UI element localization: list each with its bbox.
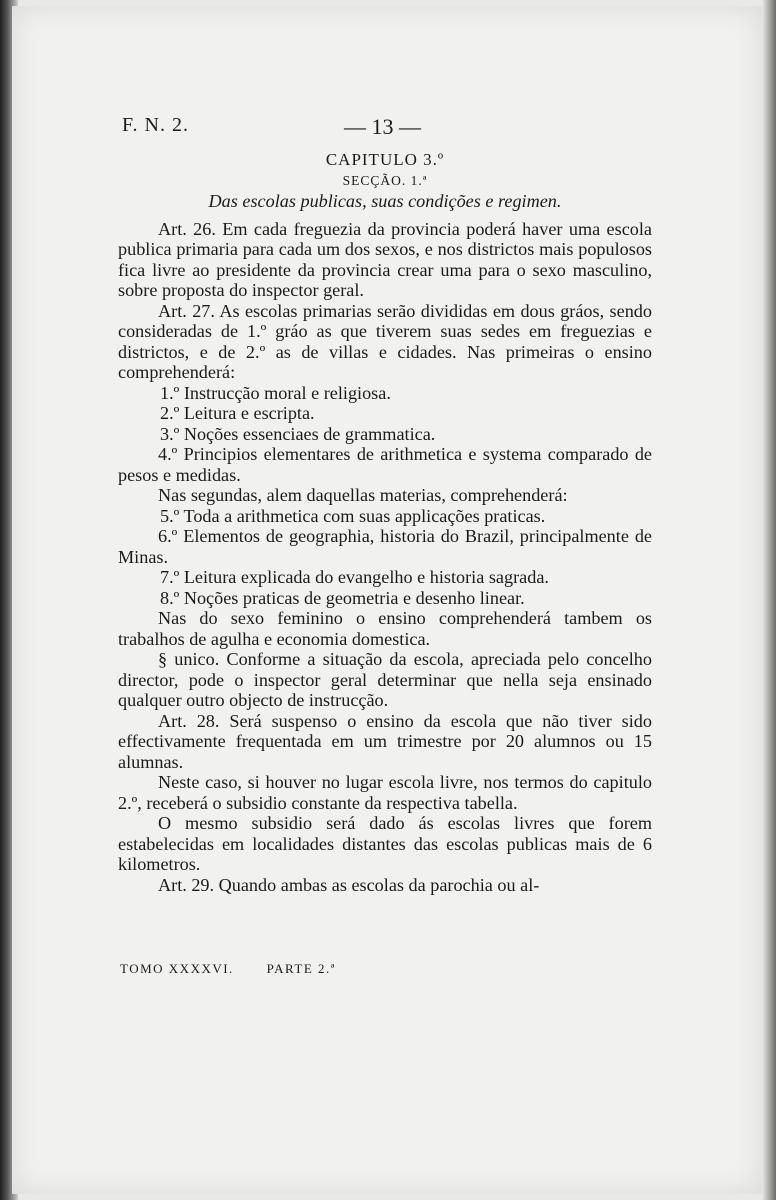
section-heading: Das escolas publicas, suas condições e regimen. <box>208 191 562 211</box>
paragraph: Art. 28. Será suspenso o ensino da escola que não tiver sido effectivamente frequentada em um trimestre por 20 alumnos ou 15 alumnas. <box>118 710 652 772</box>
list-item: 4.º Principios elementares de arithmetica e systema comparado de pesos e medidas. <box>118 444 652 485</box>
list-item: 5.º Toda a arithmetica com suas applicações praticas. <box>160 505 546 526</box>
list-item: 6.º Elementos de geographia, historia do Brazil, principalmente de Minas. <box>118 526 652 567</box>
page-footer <box>120 961 660 977</box>
paragraph: Art. 27. As escolas primarias serão divididas em dous gráos, sendo consideradas de 1.º gráo as que tiverem suas sedes em freguezias e districtos, e de 2.º as de villas e cidades. Nas primeiras o ensino comprehenderá: <box>118 300 652 382</box>
paragraph: Art. 26. Em cada freguezia da provincia poderá haver uma escola publica primaria para cada um dos sexos, e nos districtos mais populosos fica livre ao presidente da provincia crear uma para o sexo masculino, sobre proposta do inspector geral. <box>118 218 652 300</box>
paragraph: Nas segundas, alem daquellas materias, comprehenderá: <box>158 485 568 505</box>
part-signature: PARTE 2.ª <box>266 961 336 976</box>
page-body <box>118 150 652 895</box>
paragraph: Neste caso, si houver no lugar escola livre, nos termos do capitulo 2.º, receberá o subsidio constante da respectiva tabella. <box>118 772 652 813</box>
volume-signature: TOMO XXXXVI. <box>120 961 234 976</box>
chapter-title: CAPITULO 3.º <box>325 150 445 169</box>
list-item: 2.º Leitura e escripta. <box>160 403 315 423</box>
paragraph: O mesmo subsidio será dado ás escolas livres que forem estabelecidas em localidades distantes das escolas publicas mais de 6 kilometros. <box>118 813 652 874</box>
paragraph: Art. 29. Quando ambas as escolas da parochia ou al- <box>158 874 540 895</box>
list-item: 8.º Noções praticas de geometria e desenho linear. <box>160 587 525 608</box>
series-mark: F. N. 2. <box>122 114 189 136</box>
page-edge-shadow <box>762 0 776 1200</box>
list-item: 7.º Leitura explicada do evangelho e historia sagrada. <box>160 567 549 587</box>
list-item: 1.º Instrucção moral e religiosa. <box>160 382 391 403</box>
page-header <box>0 114 776 144</box>
section-title: SECÇÃO. 1.ª <box>342 172 428 188</box>
paragraph: § unico. Conforme a situação da escola, apreciada pelo concelho director, pode o inspector geral determinar que nella seja ensinado qualquer outro objecto de instrucção. <box>118 649 652 710</box>
paragraph: Nas do sexo feminino o ensino comprehenderá tambem os trabalhos de agulha e economia domestica. <box>118 608 652 649</box>
list-item: 3.º Noções essenciaes de grammatica. <box>160 423 436 444</box>
page-number: — 13 — <box>344 114 421 139</box>
